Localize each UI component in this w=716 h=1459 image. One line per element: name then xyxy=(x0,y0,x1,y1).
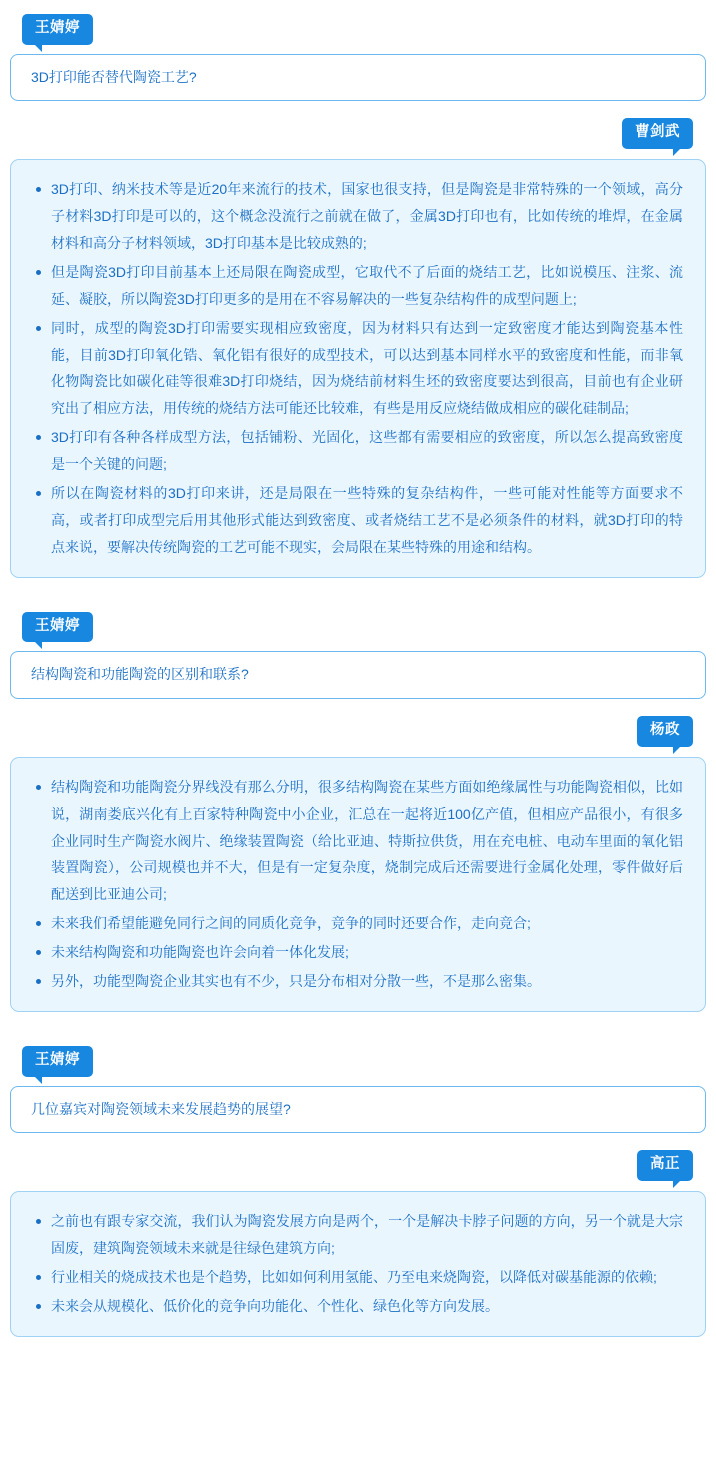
question-bubble-3: 几位嘉宾对陶瓷领域未来发展趋势的展望? xyxy=(10,1086,706,1133)
answer-list-1 xyxy=(25,176,683,560)
responder-name-tag-1: 曹剑武 xyxy=(622,118,693,149)
asker-name-tag-3: 王婧婷 xyxy=(22,1046,93,1077)
list-item: 另外，功能型陶瓷企业其实也有不少，只是分布相对分散一些，不是那么密集。 xyxy=(51,968,683,995)
list-item: 但是陶瓷3D打印目前基本上还局限在陶瓷成型，它取代不了后面的烧结工艺，比如说模压、注浆、流延、凝胶，所以陶瓷3D打印更多的是用在不容易解决的一些复杂结构件的成型问题上; xyxy=(51,259,683,313)
list-item: 3D打印有各种各样成型方法，包括铺粉、光固化，这些都有需要相应的致密度，所以怎么提高致密度是一个关键的问题; xyxy=(51,424,683,478)
qa-block-1 xyxy=(10,14,706,578)
list-item: 3D打印、纳米技术等是近20年来流行的技术，国家也很支持，但是陶瓷是非常特殊的一个领域，高分子材料3D打印是可以的，这个概念没流行之前就在做了，金属3D打印也有，比如传统的堆焊，在金属材料和高分子材料领域，3D打印基本是比较成熟的; xyxy=(51,176,683,257)
list-item: 同时，成型的陶瓷3D打印需要实现相应致密度，因为材料只有达到一定致密度才能达到陶瓷基本性能，目前3D打印氧化锆、氧化铝有很好的成型技术，可以达到基本同样水平的致密度和性能，而非氧化物陶瓷比如碳化硅等很难3D打印烧结，因为烧结前材料生坯的致密度要达到很高，目前也有企业研究出了相应方法，用传统的烧结方法可能还比较难，有些是用反应烧结做成相应的碳化硅制品; xyxy=(51,315,683,423)
answer-list-3 xyxy=(25,1208,683,1320)
list-item: 所以在陶瓷材料的3D打印来讲，还是局限在一些特殊的复杂结构件，一些可能对性能等方面要求不高，或者打印成型完后用其他形式能达到致密度、或者烧结工艺不是必须条件的材料，就3D打印的特点来说，要解决传统陶瓷的工艺可能不现实，会局限在某些特殊的用途和结构。 xyxy=(51,480,683,561)
question-bubble-2: 结构陶瓷和功能陶瓷的区别和联系? xyxy=(10,651,706,698)
answer-list-2 xyxy=(25,774,683,995)
list-item: 之前也有跟专家交流，我们认为陶瓷发展方向是两个，一个是解决卡脖子问题的方向，另一个就是大宗固废，建筑陶瓷领域未来就是往绿色建筑方向; xyxy=(51,1208,683,1262)
question-bubble-1: 3D打印能否替代陶瓷工艺? xyxy=(10,54,706,101)
spacer xyxy=(10,1133,706,1150)
answer-bubble-3 xyxy=(10,1191,706,1337)
spacer xyxy=(10,582,706,612)
responder-name-tag-2: 杨政 xyxy=(637,716,693,747)
asker-name-tag-1: 王婧婷 xyxy=(22,14,93,45)
spacer xyxy=(10,101,706,118)
responder-tag-row-3 xyxy=(10,1150,706,1181)
answer-bubble-1 xyxy=(10,159,706,577)
list-item: 未来我们希望能避免同行之间的同质化竞争，竞争的同时还要合作，走向竞合; xyxy=(51,910,683,937)
spacer xyxy=(10,1016,706,1046)
list-item: 行业相关的烧成技术也是个趋势，比如如何利用氢能、乃至电来烧陶瓷，以降低对碳基能源的依赖; xyxy=(51,1264,683,1291)
responder-name-tag-3: 高正 xyxy=(637,1150,693,1181)
answer-bubble-2 xyxy=(10,757,706,1012)
spacer xyxy=(10,699,706,716)
responder-tag-row-2 xyxy=(10,716,706,747)
list-item: 结构陶瓷和功能陶瓷分界线没有那么分明，很多结构陶瓷在某些方面如绝缘属性与功能陶瓷相似，比如说，湖南娄底兴化有上百家特种陶瓷中小企业，汇总在一起将近100亿产值，但相应产品很小，有很多企业同时生产陶瓷水阀片、绝缘装置陶瓷（给比亚迪、特斯拉供货，用在充电桩、电动车里面的氧化铝装置陶瓷），公司规模也并不大，但是有一定复杂度，烧制完成后还需要进行金属化处理，零件做好后配送到比亚迪公司; xyxy=(51,774,683,908)
list-item: 未来结构陶瓷和功能陶瓷也许会向着一体化发展; xyxy=(51,939,683,966)
qa-block-2 xyxy=(10,612,706,1012)
list-item: 未来会从规模化、低价化的竞争向功能化、个性化、绿色化等方向发展。 xyxy=(51,1293,683,1320)
qa-block-3 xyxy=(10,1046,706,1337)
asker-name-tag-2: 王婧婷 xyxy=(22,612,93,643)
responder-tag-row-1 xyxy=(10,118,706,149)
